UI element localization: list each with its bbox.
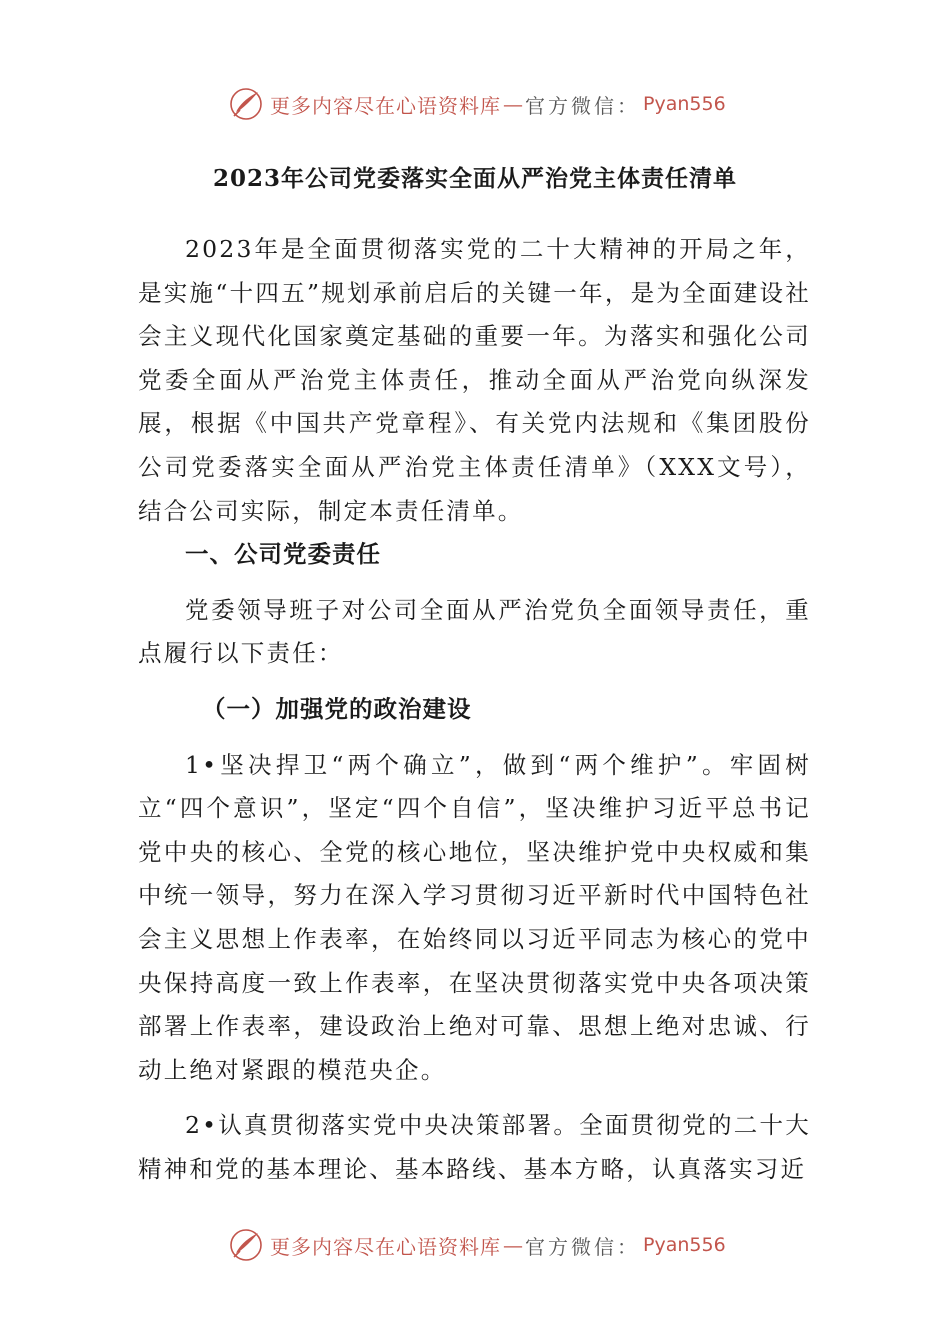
watermark-dash: —: [503, 92, 523, 116]
watermark-wechat-id: Pyan556: [643, 1234, 726, 1256]
quill-logo-icon: [228, 86, 264, 122]
item-paragraph-2: 2•认真贯彻落实党中央决策部署。全面贯彻党的二十大精神和党的基本理论、基本路线、基本方略，认真落实习近: [138, 1111, 811, 1183]
watermark-colon: ：: [617, 1234, 637, 1259]
watermark-dash: —: [503, 1233, 523, 1257]
watermark-colon: ：: [617, 93, 637, 118]
subsection-heading: （一）加强党的政治建设: [202, 694, 472, 723]
watermark-wechat-id: Pyan556: [643, 93, 726, 115]
watermark-header: [228, 86, 726, 122]
watermark-site: 更多内容尽在心语资料库: [270, 1234, 501, 1259]
watermark-official: 官方微信: [525, 93, 617, 118]
item-paragraph-1: 1•坚决捍卫“两个确立”，做到“两个维护”。牢固树立“四个意识”，坚定“四个自信”，坚决维护习近平总书记党中央的核心、全党的核心地位，坚决维护党中央权威和集中统一领导，努力在深入学习贯彻习近平新时代中国特色社会主义思想上作表率，在始终同以习近平同志为核心的党中央保持高度一致上作表率，在坚决贯彻落实党中央各项决策部署上作表率，建设政治上绝对可靠、思想上绝对忠诚、行动上绝对紧跟的模范央企。: [138, 750, 811, 1084]
section-heading: 一、公司党委责任: [185, 540, 381, 569]
watermark-site: 更多内容尽在心语资料库: [270, 93, 501, 118]
intro-paragraph: 2023年是全面贯彻落实党的二十大精神的开局之年，是实施“十四五”规划承前启后的关键一年，是为全面建设社会主义现代化国家奠定基础的重要一年。为落实和强化公司党委全面从严治党主体责任，推动全面从严治党向纵深发展，根据《中国共产党章程》、有关党内法规和《集团股份公司党委落实全面从严治党主体责任清单》（XXX文号），结合公司实际，制定本责任清单。: [138, 235, 811, 525]
section-intro-paragraph: 党委领导班子对公司全面从严治党负全面领导责任，重点履行以下责任：: [138, 595, 811, 668]
watermark-footer: [228, 1227, 726, 1263]
watermark-official: 官方微信: [525, 1234, 617, 1259]
quill-logo-icon: [228, 1227, 264, 1263]
document-title: 2023年公司党委落实全面从严治党主体责任清单: [212, 165, 737, 192]
document-body: [138, 228, 811, 1191]
